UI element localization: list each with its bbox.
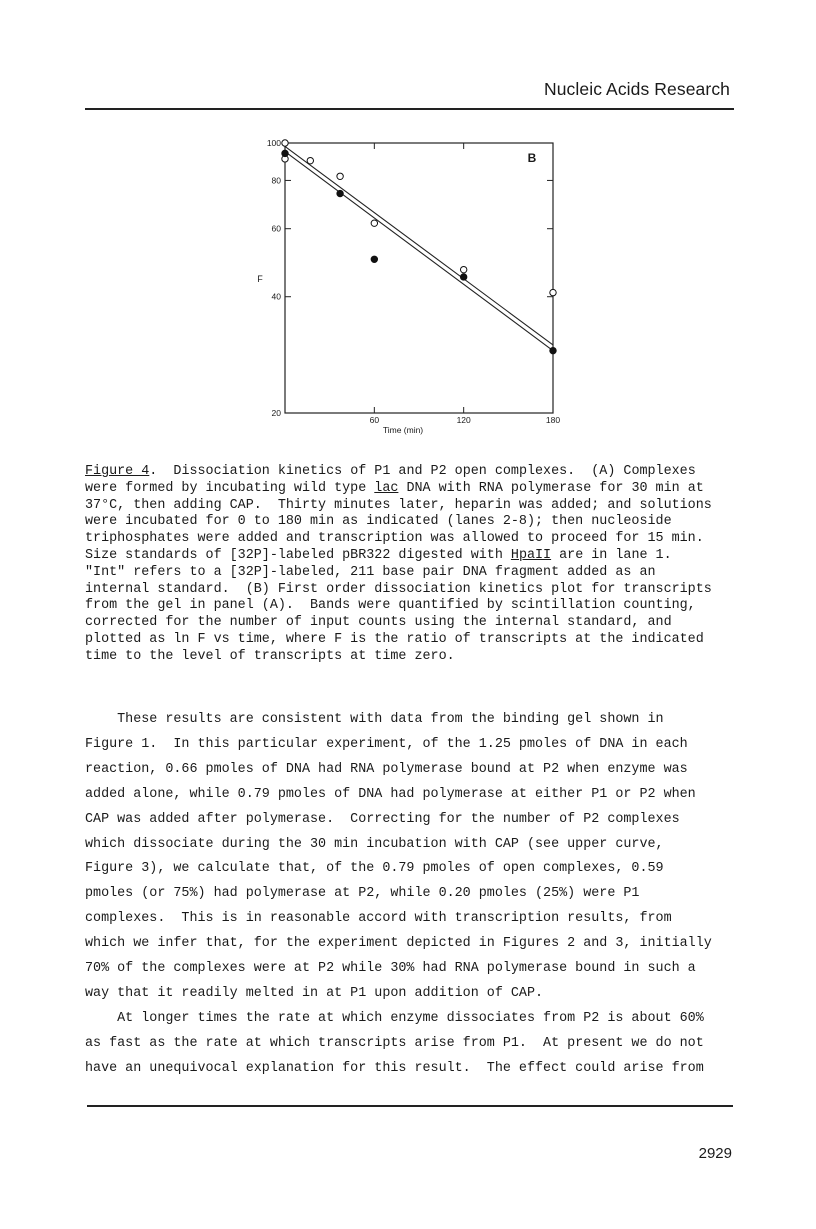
y-tick-label: 100	[266, 138, 281, 148]
data-point-filled	[337, 190, 343, 196]
body-line: 70% of the complexes were at P2 while 30% had RNA polymerase bound in such a	[85, 961, 696, 977]
fit-line	[285, 152, 553, 351]
header-rule	[85, 108, 734, 110]
figure-4b-chart	[240, 130, 580, 440]
caption-line	[85, 548, 740, 565]
caption-line	[85, 498, 740, 515]
data-point-open	[550, 289, 556, 295]
caption-text: are in lane 1.	[551, 547, 672, 563]
x-tick-label: 180	[545, 415, 561, 425]
caption-line	[85, 514, 740, 531]
footer-rule	[87, 1105, 733, 1107]
body-text	[85, 708, 745, 1082]
caption-text: triphosphates were added and transcription was allowed to proceed for 15 min.	[85, 531, 704, 547]
y-tick-label: 40	[271, 291, 281, 302]
caption-line	[85, 632, 740, 649]
y-axis-label: F	[257, 274, 263, 284]
plot-frame	[285, 143, 553, 413]
body-line: added alone, while 0.79 pmoles of DNA had polymerase at either P1 or P2 when	[85, 786, 696, 802]
panel-label: B	[527, 151, 537, 165]
caption-text: . Dissociation kinetics of P1 and P2 open complexes. (A) Complexes	[149, 464, 696, 479]
body-line: reaction, 0.66 pmoles of DNA had RNA polymerase bound at P2 when enzyme was	[85, 761, 688, 777]
caption-text: internal standard. (B) First order dissociation kinetics plot for transcripts	[85, 581, 712, 597]
data-point-open	[460, 266, 466, 272]
caption-text: "Int" refers to a [32P]-labeled, 211 base pair DNA fragment added as an	[85, 564, 656, 580]
caption-line	[85, 565, 740, 582]
axis-ticks	[267, 138, 561, 425]
data-point-open	[371, 220, 377, 226]
caption-line	[85, 615, 740, 632]
data-point-filled	[550, 347, 556, 353]
fit-lines	[285, 146, 553, 350]
y-tick-label: 80	[271, 175, 281, 186]
caption-text: DNA with RNA polymerase for 30 min at	[398, 480, 704, 496]
x-axis-label: Time (min)	[382, 425, 424, 435]
body-line: Figure 3), we calculate that, of the 0.79 pmoles of open complexes, 0.59	[85, 861, 664, 877]
data-point-open	[307, 157, 313, 163]
page-number: 2929	[698, 1145, 732, 1162]
caption-line	[85, 531, 740, 548]
body-line: At longer times the rate at which enzyme dissociates from P2 is about 60%	[85, 1010, 704, 1026]
caption-line	[85, 598, 740, 615]
body-line: complexes. This is in reasonable accord with transcription results, from	[85, 911, 672, 927]
body-line: which dissociate during the 30 min incubation with CAP (see upper curve,	[85, 836, 664, 852]
body-line: which we infer that, for the experiment depicted in Figures 2 and 3, initially	[85, 936, 712, 952]
caption-text: were formed by incubating wild type	[85, 480, 375, 496]
body-line: have an unequivocal explanation for this result. The effect could arise from	[85, 1060, 704, 1076]
caption-text: plotted as ln F vs time, where F is the ratio of transcripts at the indicated	[85, 631, 704, 647]
x-tick-label: 120	[456, 415, 471, 425]
body-line: These results are consistent with data from the binding gel shown in	[85, 712, 664, 727]
data-point-filled	[282, 150, 288, 156]
body-line: Figure 1. In this particular experiment, of the 1.25 pmoles of DNA in each	[85, 736, 688, 752]
caption-line	[85, 481, 740, 498]
y-tick-label: 60	[271, 223, 281, 234]
caption-text: from the gel in panel (A). Bands were quantified by scintillation counting,	[85, 598, 696, 614]
body-line: CAP was added after polymerase. Correcting for the number of P2 complexes	[85, 811, 680, 827]
body-line: as fast as the rate at which transcripts arise from P1. At present we do not	[85, 1035, 704, 1051]
body-line: pmoles (or 75%) had polymerase at P2, while 0.20 pmoles (25%) were P1	[85, 886, 640, 902]
y-tick-label: 20	[271, 408, 281, 418]
body-line: way that it readily melted in at P1 upon addition of CAP.	[85, 985, 544, 1001]
data-point-open	[282, 140, 288, 146]
caption-line	[85, 649, 740, 666]
figure-caption	[85, 464, 740, 666]
fit-line	[285, 146, 553, 345]
caption-text: corrected for the number of input counts using the internal standard, and	[85, 615, 672, 631]
caption-text: 37°C, then adding CAP. Thirty minutes later, heparin was added; and solutions	[85, 497, 712, 513]
journal-title: Nucleic Acids Research	[543, 79, 730, 99]
caption-underlined-text: lac	[374, 480, 399, 496]
data-point-filled	[371, 256, 377, 262]
caption-underlined-text: Figure 4	[85, 464, 150, 479]
data-points	[282, 140, 556, 354]
x-tick-label: 60	[369, 415, 380, 425]
caption-text: time to the level of transcripts at time zero.	[85, 648, 455, 664]
caption-text: were incubated for 0 to 180 min as indicated (lanes 2-8); then nucleoside	[85, 514, 672, 530]
caption-line	[85, 464, 740, 481]
data-point-open	[337, 173, 343, 179]
caption-line	[85, 582, 740, 599]
caption-underlined-text: HpaII	[510, 547, 552, 563]
data-point-filled	[460, 274, 466, 280]
caption-text: Size standards of [32P]-labeled pBR322 digested with	[85, 547, 511, 563]
